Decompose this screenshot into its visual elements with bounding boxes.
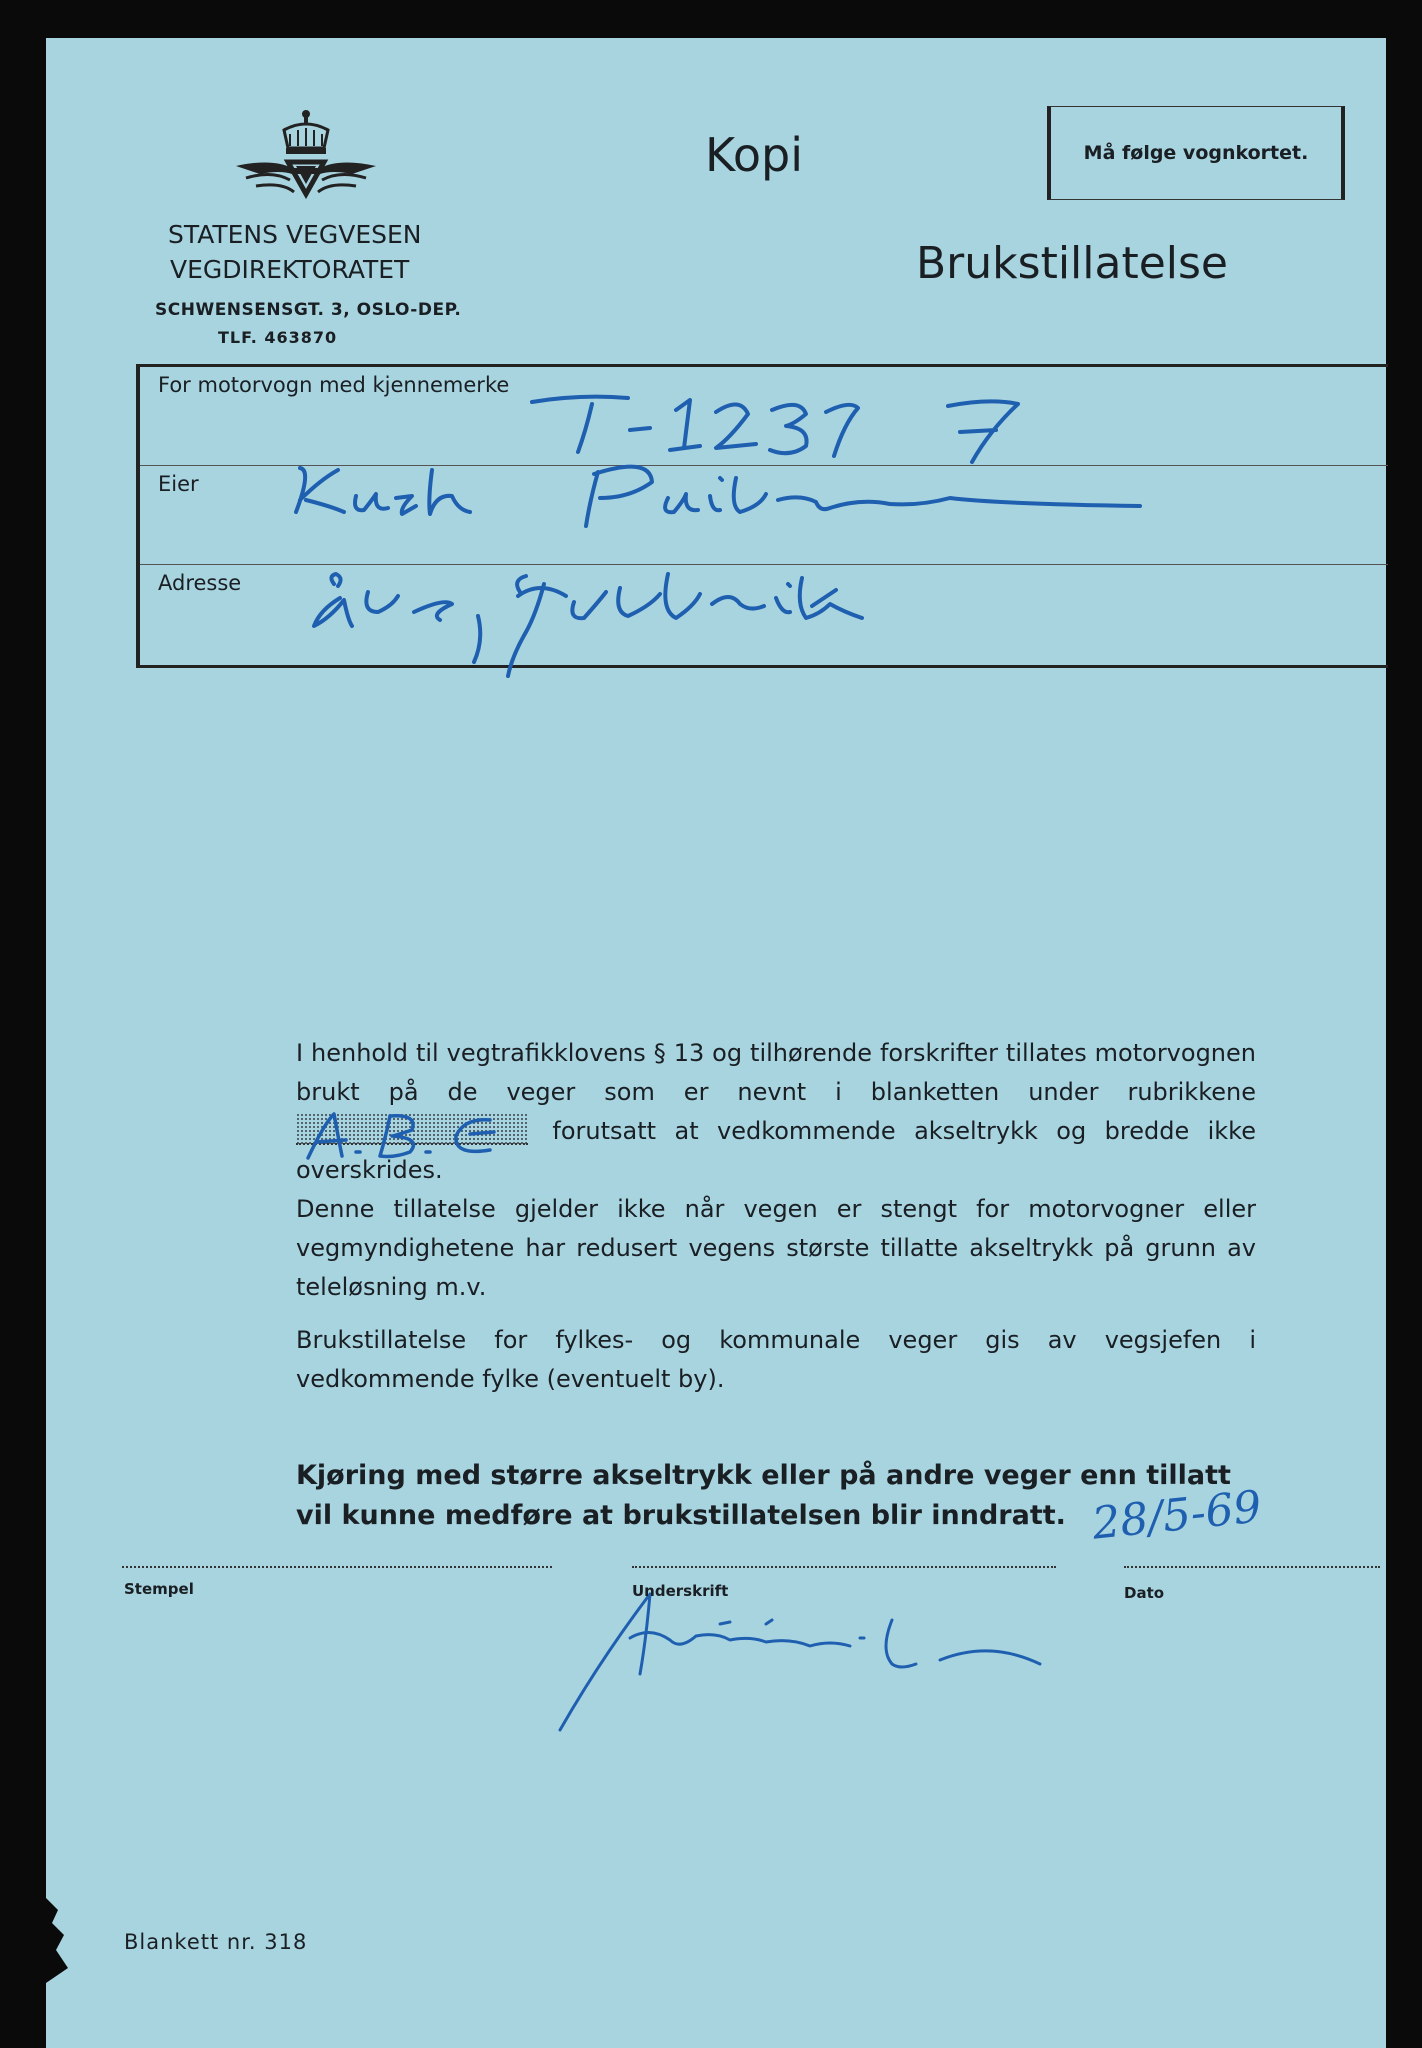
address-label: Adresse [158,571,242,595]
form-number: Blankett nr. 318 [124,1930,308,1954]
stamp-label: Stempel [124,1580,194,1598]
copy-label: Kopi [705,128,803,182]
notice-text: Må følge vognkortet. [1083,142,1309,164]
handwriting-fields [0,0,1422,700]
signature-handwriting [520,1580,1420,1740]
owner-label: Eier [158,472,199,496]
permit-text-line2: forutsatt at vedkommende akseltrykk og bredde ikke overskrides. [296,1117,1256,1184]
document-title: Brukstillatelse [916,238,1228,289]
organization-name: STATENS VEGVESEN [168,220,422,249]
signature-label: Underskrift [632,1582,729,1600]
owner-handwriting [296,467,1140,526]
signature-line [632,1566,1056,1568]
categories-handwriting [294,1106,554,1166]
warning-paragraph: Kjøring med større akseltrykk eller på andre veger enn tillatt vil kunne medføre at brukstillatelsen blir inndratt. [296,1460,1231,1531]
stamp-line [122,1566,552,1568]
permit-paragraph-2: Denne tillatelse gjelder ikke når vegen er stengt for motorvogner eller vegmyndighetene har redusert vegens største tillatte akseltrykk på grunn av teleløsning m.v. [296,1195,1256,1301]
date-label: Dato [1124,1584,1165,1602]
address-handwriting [314,574,862,676]
registration-label: For motorvogn med kjennemerke [158,373,510,397]
permit-text [296,1034,1256,1399]
permit-text-line1: I henhold til vegtrafikklovens § 13 og tilhørende forskrifter tillates motorvognen brukt på de veger som er nevnt i blanketten under rubrikkene [296,1039,1256,1106]
registration-handwriting [532,397,1018,462]
permit-paragraph-3: Brukstillatelse for fylkes- og kommunale veger gis av vegsjefen i vedkommende fylke (eventuelt by). [296,1326,1256,1393]
date-value: 28/5-69 [1089,1481,1264,1550]
organization-address: SCHWENSENSGT. 3, OSLO-DEP. [155,300,462,320]
organization-department: VEGDIREKTORATET [170,255,410,284]
organization-phone: TLF. 463870 [218,328,338,347]
date-line [1124,1566,1380,1568]
